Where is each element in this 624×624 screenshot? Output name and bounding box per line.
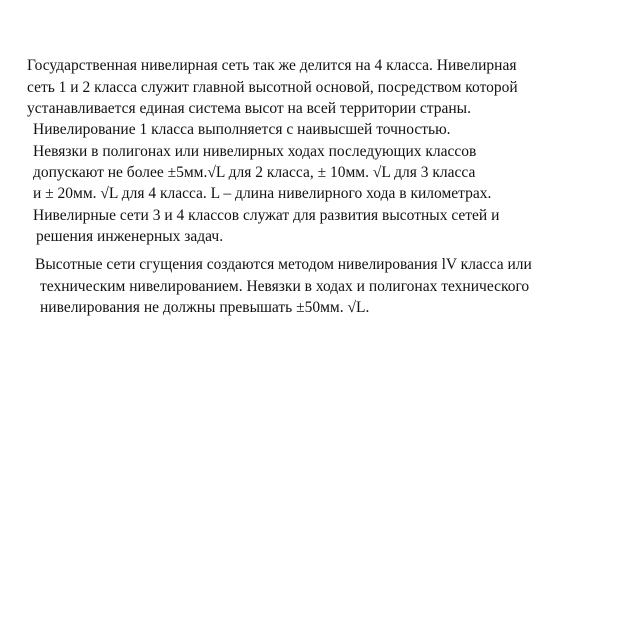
- text-line: Нивелирование 1 класса выполняется с наивысшей точностью.: [33, 121, 451, 138]
- text-line: Высотные сети сгущения создаются методом нивелирования lV класса или: [35, 256, 532, 273]
- text-line: нивелирования не должны превышать ±50мм. √L.: [40, 299, 370, 316]
- text-line: устанавливается единая система высот на всей территории страны.: [27, 100, 471, 117]
- text-line: Государственная нивелирная сеть так же делится на 4 класса. Нивелирная: [27, 57, 517, 74]
- text-line: техническим нивелированием. Невязки в ходах и полигонах технического: [40, 278, 530, 295]
- text-line: сеть 1 и 2 класса служит главной высотной основой, посредством которой: [27, 79, 518, 96]
- text-line: и ± 20мм. √L для 4 класса. L – длина нивелирного хода в километрах.: [33, 185, 492, 202]
- text-line: Невязки в полигонах или нивелирных ходах последующих классов: [33, 143, 477, 160]
- text-line: допускают не более ±5мм.√L для 2 класса, ± 10мм. √L для 3 класса: [33, 164, 476, 181]
- text-line: решения инженерных задач.: [36, 228, 224, 245]
- text-line: Нивелирные сети 3 и 4 классов служат для развития высотных сетей и: [33, 207, 500, 224]
